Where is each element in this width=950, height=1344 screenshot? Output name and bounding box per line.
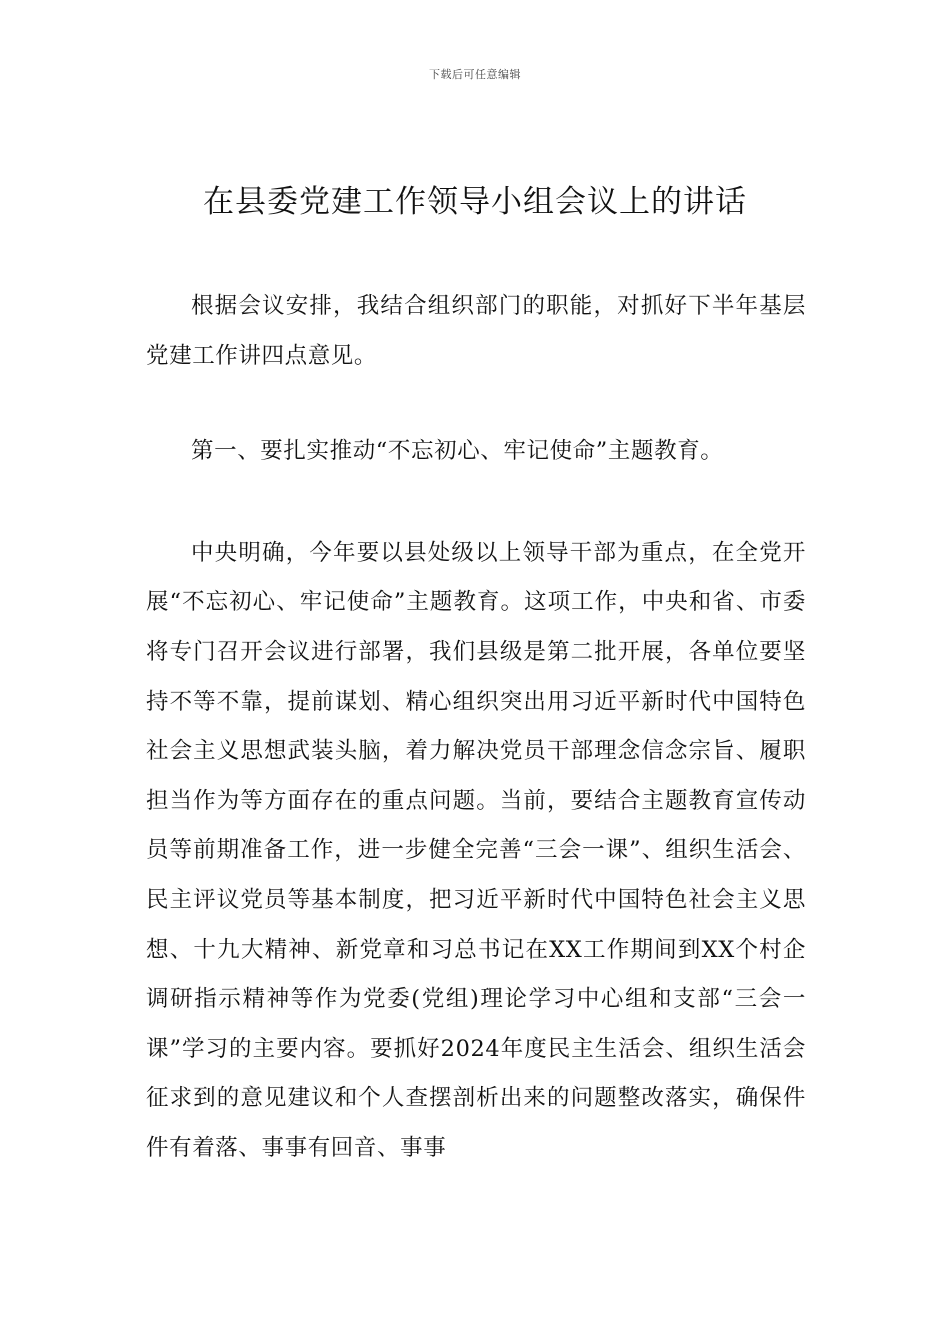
- document-title: 在县委党建工作领导小组会议上的讲话: [203, 184, 747, 220]
- body-paragraph: 中央明确，今年要以县处级以上领导干部为重点，在全党开展“不忘初心、牢记使命”主题教育。这项工作，中央和省、市委将专门召开会议进行部署，我们县级是第二批开展，各单位要坚持不等不靠，提前谋划、精心组织突出用习近平新时代中国特色社会主义思想武装头脑，着力解决党员干部理念信念宗旨、履职担当作为等方面存在的重点问题。当前，要结合主题教育宣传动员等前期准备工作，进一步健全完善“三会一课”、组织生活会、民主评议党员等基本制度，把习近平新时代中国特色社会主义思想、十九大精神、新党章和习总书记在XX工作期间到XX个村企调研指示精神等作为党委(党组)理论学习中心组和支部“三会一课”学习的主要内容。要抓好2024年度民主生活会、组织生活会征求到的意见建议和个人查摆剖析出来的问题整改落实，确保件件有着落、事事有回音、事事: [146, 539, 806, 1161]
- header-note: 下载后可任意编辑: [429, 68, 521, 81]
- section-heading-first: 第一、要扎实推动“不忘初心、牢记使命”主题教育。: [191, 438, 724, 465]
- document-body: [146, 282, 806, 1174]
- intro-paragraph: 根据会议安排，我结合组织部门的职能，对抓好下半年基层党建工作讲四点意见。: [146, 293, 806, 369]
